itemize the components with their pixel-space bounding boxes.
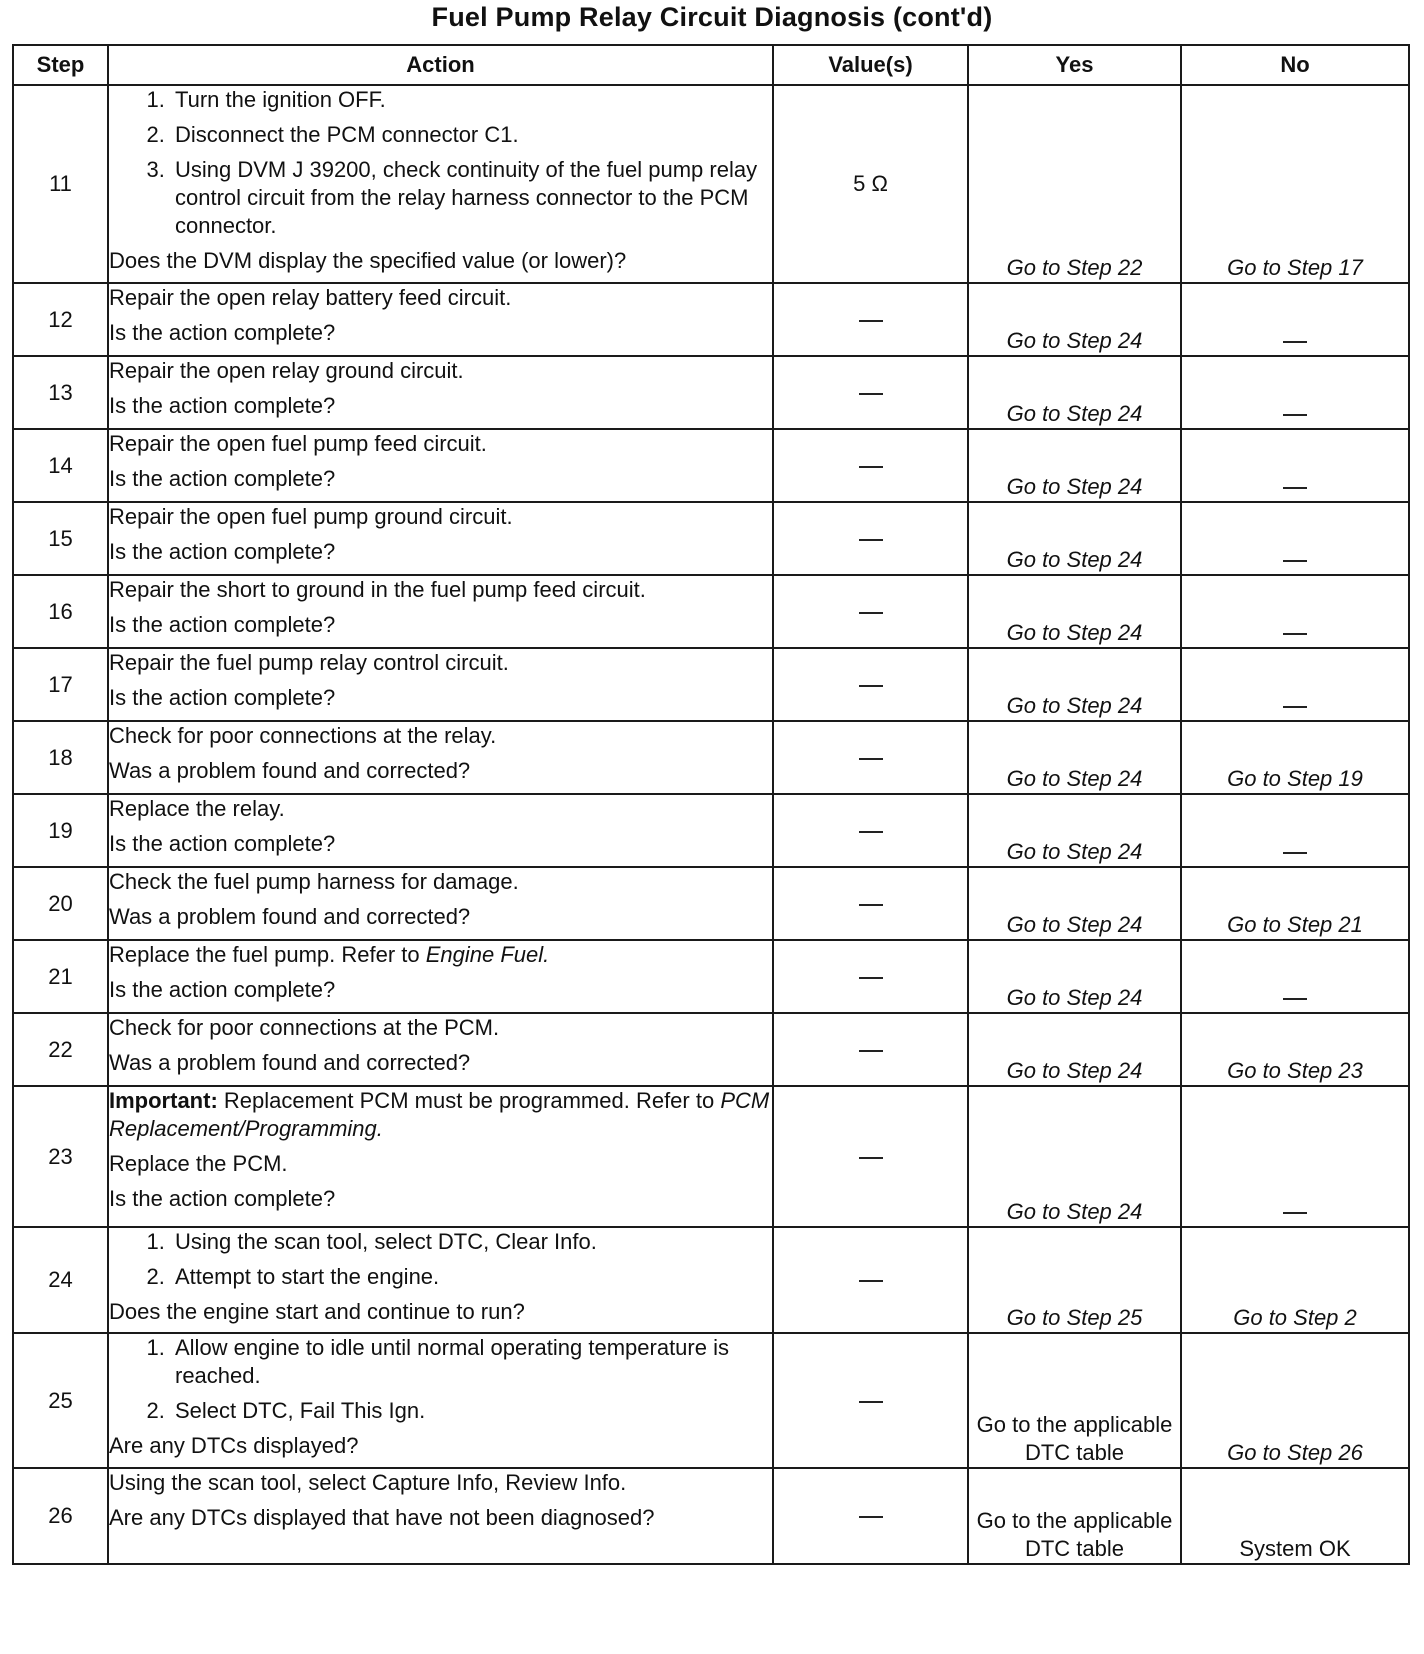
action-text: Replace the PCM. <box>109 1151 288 1176</box>
empty-dash <box>859 393 883 395</box>
question-text: Is the action complete? <box>109 320 336 345</box>
empty-dash <box>859 1280 883 1282</box>
action-cell <box>108 502 773 575</box>
action-cell <box>108 721 773 794</box>
yes-cell: Go to Step 25 <box>968 1227 1181 1333</box>
empty-dash <box>1283 998 1307 1000</box>
value-cell <box>773 502 968 575</box>
action-cell <box>108 1333 773 1468</box>
action-cell <box>108 648 773 721</box>
yes-cell: Go to Step 24 <box>968 1086 1181 1227</box>
value-cell <box>773 575 968 648</box>
table-row <box>13 648 1409 721</box>
no-cell: Go to Step 23 <box>1181 1013 1409 1086</box>
action-text: Using the scan tool, select Capture Info, Review Info. <box>109 1470 627 1495</box>
table-row <box>13 283 1409 356</box>
table-row <box>13 502 1409 575</box>
table-row <box>13 794 1409 867</box>
question-text: Is the action complete? <box>109 977 336 1002</box>
empty-dash <box>859 977 883 979</box>
empty-dash <box>859 466 883 468</box>
empty-dash <box>1283 560 1307 562</box>
reference-link[interactable]: PCM Replacement/Programming. <box>109 1088 770 1141</box>
no-cell <box>1181 575 1409 648</box>
step-number: 24 <box>13 1227 108 1333</box>
action-cell <box>108 867 773 940</box>
empty-dash <box>1283 341 1307 343</box>
action-cell <box>108 429 773 502</box>
no-cell <box>1181 648 1409 721</box>
action-text: Replace the relay. <box>109 796 285 821</box>
yes-cell: Go to Step 24 <box>968 867 1181 940</box>
table-row <box>13 356 1409 429</box>
action-list <box>109 1228 772 1291</box>
step-number: 19 <box>13 794 108 867</box>
action-cell <box>108 356 773 429</box>
question-text: Is the action complete? <box>109 539 336 564</box>
no-cell <box>1181 1086 1409 1227</box>
header-row <box>13 45 1409 85</box>
action-text: Repair the fuel pump relay control circuit. <box>109 650 509 675</box>
value-cell <box>773 1333 968 1468</box>
action-text: Check for poor connections at the relay. <box>109 723 497 748</box>
page-title: Fuel Pump Relay Circuit Diagnosis (cont'd) <box>431 2 993 32</box>
value-cell <box>773 356 968 429</box>
no-cell <box>1181 940 1409 1013</box>
list-item: 1. Turn the ignition OFF. <box>171 86 772 114</box>
table-row <box>13 575 1409 648</box>
no-cell: Go to Step 21 <box>1181 867 1409 940</box>
value-cell <box>773 1468 968 1564</box>
empty-dash <box>859 904 883 906</box>
list-item: 2. Attempt to start the engine. <box>171 1263 772 1291</box>
no-cell <box>1181 429 1409 502</box>
important-label: Important: <box>109 1088 218 1113</box>
action-text: Repair the short to ground in the fuel pump feed circuit. <box>109 577 646 602</box>
table-row <box>13 1468 1409 1564</box>
action-list <box>109 86 772 240</box>
value-cell <box>773 1013 968 1086</box>
yes-cell: Go to Step 24 <box>968 356 1181 429</box>
question-text: Was a problem found and corrected? <box>109 1050 471 1075</box>
question-text: Is the action complete? <box>109 1186 336 1211</box>
action-cell <box>108 85 773 283</box>
action-text: Check the fuel pump harness for damage. <box>109 869 519 894</box>
action-cell <box>108 283 773 356</box>
question-text: Are any DTCs displayed? <box>109 1433 359 1458</box>
yes-cell: Go to Step 24 <box>968 283 1181 356</box>
empty-dash <box>859 831 883 833</box>
list-item: 1. Allow engine to idle until normal operating temperature is reached. <box>171 1334 772 1390</box>
action-text: Repair the open fuel pump ground circuit. <box>109 504 513 529</box>
table-row <box>13 85 1409 283</box>
no-cell: System OK <box>1181 1468 1409 1564</box>
action-text: Repair the open relay ground circuit. <box>109 358 464 383</box>
diagnosis-table <box>12 44 1410 1565</box>
empty-dash <box>859 1050 883 1052</box>
step-number: 12 <box>13 283 108 356</box>
header-yes: Yes <box>968 45 1181 85</box>
list-item: 1. Using the scan tool, select DTC, Clear Info. <box>171 1228 772 1256</box>
header-action: Action <box>108 45 773 85</box>
empty-dash <box>859 1157 883 1159</box>
empty-dash <box>1283 1212 1307 1214</box>
question-text: Is the action complete? <box>109 612 336 637</box>
empty-dash <box>859 758 883 760</box>
yes-cell: Go to Step 24 <box>968 429 1181 502</box>
no-cell: Go to Step 26 <box>1181 1333 1409 1468</box>
question-text: Is the action complete? <box>109 466 336 491</box>
step-number: 18 <box>13 721 108 794</box>
empty-dash <box>1283 633 1307 635</box>
step-number: 15 <box>13 502 108 575</box>
action-cell <box>108 794 773 867</box>
step-number: 25 <box>13 1333 108 1468</box>
list-item: 3. Using DVM J 39200, check continuity of the fuel pump relay control circuit from the relay harness connector to the PCM connector. <box>171 156 772 240</box>
step-number: 14 <box>13 429 108 502</box>
yes-cell: Go to Step 24 <box>968 502 1181 575</box>
value-cell <box>773 283 968 356</box>
question-text: Is the action complete? <box>109 831 336 856</box>
step-number: 11 <box>13 85 108 283</box>
action-text <box>109 941 772 969</box>
empty-dash <box>859 320 883 322</box>
yes-cell: Go to the applicable DTC table <box>968 1468 1181 1564</box>
yes-cell: Go to Step 24 <box>968 721 1181 794</box>
step-number: 20 <box>13 867 108 940</box>
table-row <box>13 867 1409 940</box>
action-cell <box>108 1013 773 1086</box>
question-text: Does the DVM display the specified value (or lower)? <box>109 248 627 273</box>
important-text: Replacement PCM must be programmed. Refer to <box>223 1088 715 1113</box>
value-cell: 5 Ω <box>773 85 968 283</box>
value-cell <box>773 721 968 794</box>
empty-dash <box>859 1516 883 1518</box>
value-cell <box>773 940 968 1013</box>
step-number: 16 <box>13 575 108 648</box>
no-cell: Go to Step 17 <box>1181 85 1409 283</box>
yes-cell: Go to Step 22 <box>968 85 1181 283</box>
yes-cell: Go to Step 24 <box>968 794 1181 867</box>
header-step: Step <box>13 45 108 85</box>
no-cell <box>1181 356 1409 429</box>
value-cell <box>773 648 968 721</box>
yes-cell: Go to Step 24 <box>968 1013 1181 1086</box>
action-cell <box>108 1468 773 1564</box>
header-values: Value(s) <box>773 45 968 85</box>
action-cell <box>108 1227 773 1333</box>
yes-cell: Go to Step 24 <box>968 575 1181 648</box>
no-cell <box>1181 283 1409 356</box>
no-cell: Go to Step 2 <box>1181 1227 1409 1333</box>
no-cell: Go to Step 19 <box>1181 721 1409 794</box>
action-text: Repair the open relay battery feed circuit. <box>109 285 512 310</box>
table-row <box>13 1227 1409 1333</box>
action-text: Repair the open fuel pump feed circuit. <box>109 431 487 456</box>
empty-dash <box>1283 852 1307 854</box>
yes-cell: Go to Step 24 <box>968 648 1181 721</box>
yes-cell: Go to Step 24 <box>968 940 1181 1013</box>
step-number: 21 <box>13 940 108 1013</box>
question-text: Is the action complete? <box>109 685 336 710</box>
step-number: 26 <box>13 1468 108 1564</box>
action-cell <box>108 940 773 1013</box>
step-number: 13 <box>13 356 108 429</box>
table-row <box>13 1013 1409 1086</box>
question-text: Are any DTCs displayed that have not been diagnosed? <box>109 1505 655 1530</box>
table-row <box>13 1086 1409 1227</box>
step-number: 22 <box>13 1013 108 1086</box>
empty-dash <box>1283 706 1307 708</box>
question-text: Is the action complete? <box>109 393 336 418</box>
action-text-main: Replace the fuel pump. Refer to <box>109 942 420 967</box>
step-number: 23 <box>13 1086 108 1227</box>
reference-link[interactable]: Engine Fuel. <box>425 942 550 967</box>
empty-dash <box>859 1401 883 1403</box>
action-text: Check for poor connections at the PCM. <box>109 1015 500 1040</box>
value-cell <box>773 794 968 867</box>
action-cell <box>108 1086 773 1227</box>
step-number: 17 <box>13 648 108 721</box>
list-item: 2. Select DTC, Fail This Ign. <box>171 1397 772 1425</box>
empty-dash <box>1283 414 1307 416</box>
empty-dash <box>859 539 883 541</box>
action-list <box>109 1334 772 1425</box>
no-cell <box>1181 502 1409 575</box>
table-row <box>13 721 1409 794</box>
header-no: No <box>1181 45 1409 85</box>
question-text: Was a problem found and corrected? <box>109 904 471 929</box>
no-cell <box>1181 794 1409 867</box>
value-cell <box>773 1227 968 1333</box>
empty-dash <box>859 612 883 614</box>
question-text: Was a problem found and corrected? <box>109 758 471 783</box>
question-text: Does the engine start and continue to run? <box>109 1299 525 1324</box>
value-cell <box>773 429 968 502</box>
action-cell <box>108 575 773 648</box>
value-cell <box>773 867 968 940</box>
value-cell <box>773 1086 968 1227</box>
table-row <box>13 940 1409 1013</box>
table-row <box>13 1333 1409 1468</box>
table-row <box>13 429 1409 502</box>
yes-cell: Go to the applicable DTC table <box>968 1333 1181 1468</box>
empty-dash <box>859 685 883 687</box>
empty-dash <box>1283 487 1307 489</box>
important-note <box>109 1087 772 1143</box>
list-item: 2. Disconnect the PCM connector C1. <box>171 121 772 149</box>
